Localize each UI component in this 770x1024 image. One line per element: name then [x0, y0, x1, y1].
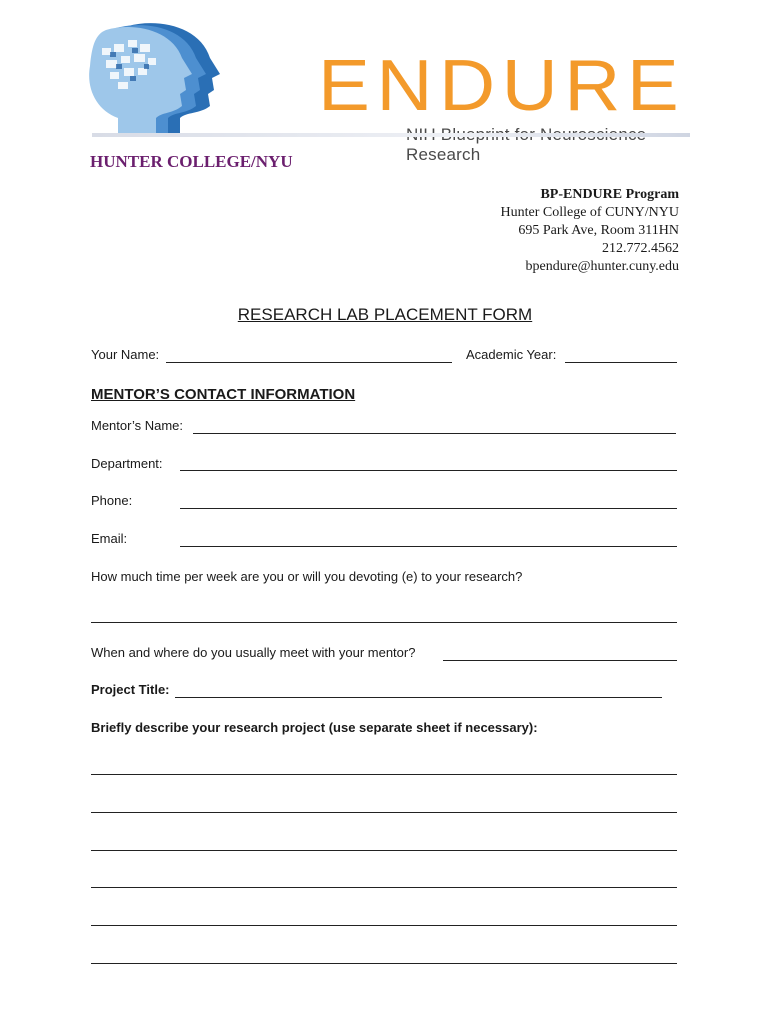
logo-wordmark: ENDURE — [318, 46, 686, 126]
description-line[interactable] — [91, 850, 677, 851]
phone-field[interactable] — [180, 508, 677, 509]
brain-head-icon — [88, 18, 228, 148]
address-line2: 695 Park Ave, Room 311HN — [518, 223, 679, 238]
project-title-label: Project Title: — [91, 682, 170, 697]
department-field[interactable] — [180, 470, 677, 471]
project-title-field[interactable] — [175, 697, 662, 698]
academic-year-label: Academic Year: — [466, 347, 557, 362]
time-question: How much time per week are you or will you devoting (e) to your research? — [91, 569, 523, 584]
form-title: RESEARCH LAB PLACEMENT FORM — [237, 305, 533, 324]
mentor-name-label: Mentor’s Name: — [91, 418, 183, 433]
program-address — [501, 186, 679, 276]
email-label: Email: — [91, 531, 128, 546]
phone-label: Phone: — [91, 493, 133, 508]
time-answer-field[interactable] — [91, 622, 677, 623]
description-line[interactable] — [91, 963, 677, 964]
email-field[interactable] — [180, 546, 677, 547]
description-line[interactable] — [91, 887, 677, 888]
mentor-name-field[interactable] — [193, 433, 676, 434]
description-line[interactable] — [91, 774, 677, 775]
academic-year-field[interactable] — [565, 362, 677, 363]
logo-divider — [92, 133, 690, 137]
mentor-section-heading: MENTOR’S CONTACT INFORMATION — [91, 386, 356, 403]
logo-tagline: Research — [406, 145, 481, 164]
your-name-field[interactable] — [166, 362, 452, 363]
college-name: HUNTER COLLEGE/NYU — [90, 152, 293, 171]
program-email: bpendure@hunter.cuny.edu — [525, 259, 679, 274]
program-phone: 212.772.4562 — [602, 241, 679, 256]
meet-answer-field[interactable] — [443, 660, 677, 661]
department-label: Department: — [91, 456, 163, 471]
meet-question: When and where do you usually meet with your mentor? — [91, 645, 416, 660]
program-name: BP-ENDURE Program — [540, 187, 679, 202]
your-name-label: Your Name: — [91, 347, 160, 362]
description-line[interactable] — [91, 925, 677, 926]
describe-label: Briefly describe your research project (use separate sheet if necessary): — [91, 720, 538, 735]
address-line1: Hunter College of CUNY/NYU — [500, 205, 679, 220]
description-line[interactable] — [91, 812, 677, 813]
